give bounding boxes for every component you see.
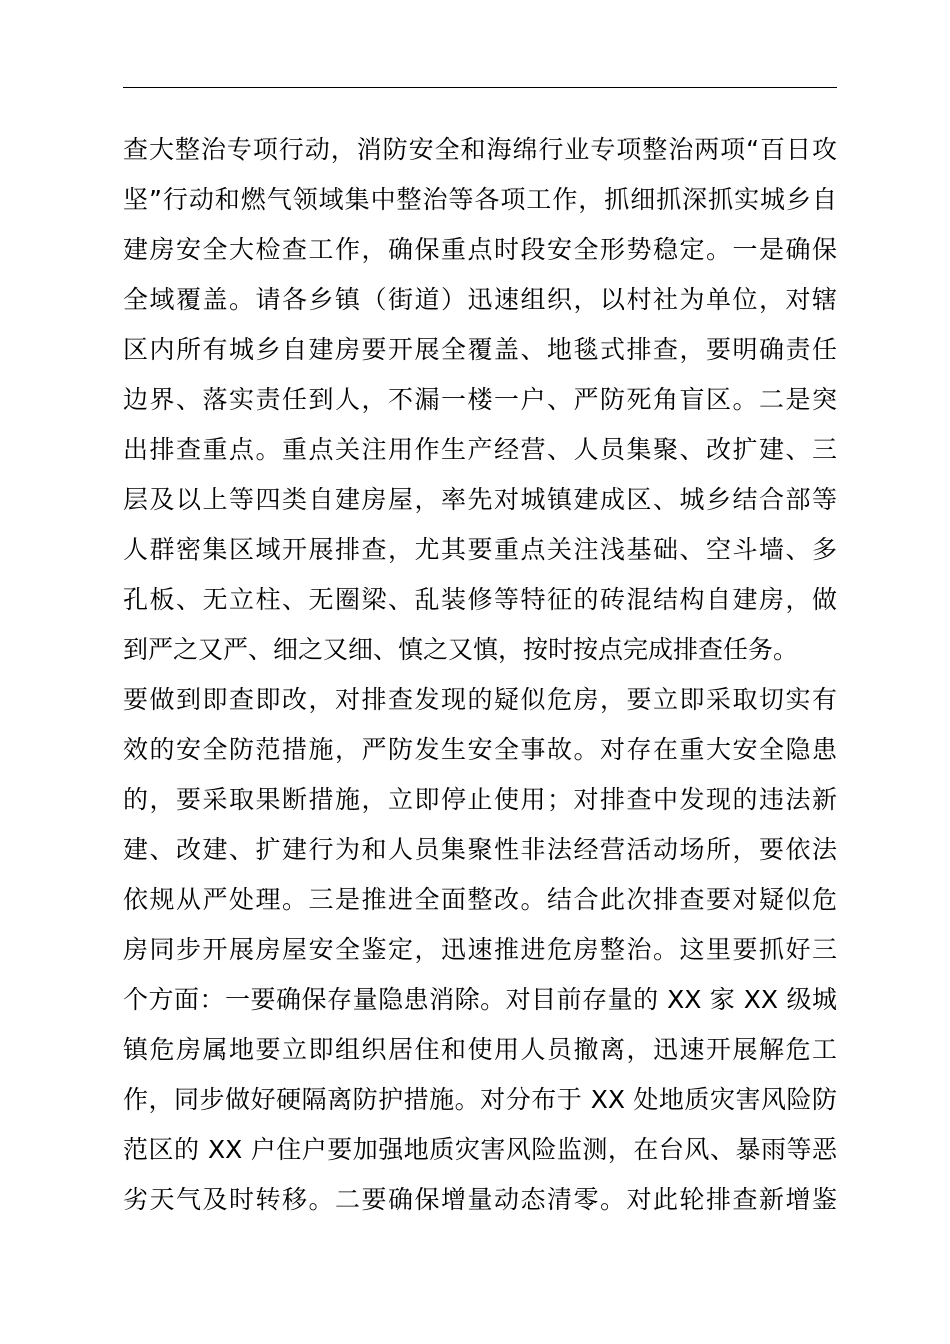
text-line: 坚”行动和燃气领域集中整治等各项工作，抓细抓深抓实城乡自 [123, 185, 837, 214]
body-text [123, 125, 837, 1225]
text-line: 区内所有城乡自建房要开展全覆盖、地毯式排查，要明确责任 [123, 335, 837, 364]
text-line: 房同步开展房屋安全鉴定，迅速推进危房整治。这里要抓好三 [123, 935, 837, 964]
text-line: 要做到即查即改，对排查发现的疑似危房，要立即采取切实有 [123, 685, 837, 714]
text-line: 查大整治专项行动，消防安全和海绵行业专项整治两项“百日攻 [123, 135, 837, 164]
text-line: 镇危房属地要立即组织居住和使用人员撤离，迅速开展解危工 [123, 1035, 837, 1064]
text-line: 到严之又严、细之又细、慎之又慎，按时按点完成排查任务。 [123, 635, 799, 664]
text-line: 人群密集区域开展排查，尤其要重点关注浅基础、空斗墙、多 [123, 535, 837, 564]
header-rule [123, 87, 837, 88]
text-line: 边界、落实责任到人，不漏一楼一户、严防死角盲区。二是突 [123, 385, 837, 414]
text-line: 全域覆盖。请各乡镇（街道）迅速组织，以村社为单位，对辖 [123, 285, 837, 314]
text-line: 出排查重点。重点关注用作生产经营、人员集聚、改扩建、三 [123, 435, 837, 464]
text-line: 的，要采取果断措施，立即停止使用；对排查中发现的违法新 [123, 785, 837, 814]
text-line: 建、改建、扩建行为和人员集聚性非法经营活动场所，要依法 [123, 835, 837, 864]
text-line: 个方面：一要确保存量隐患消除。对目前存量的 XX 家 XX 级城 [123, 985, 837, 1014]
text-line: 孔板、无立柱、无圈梁、乱装修等特征的砖混结构自建房，做 [123, 585, 837, 614]
text-line: 效的安全防范措施，严防发生安全事故。对存在重大安全隐患 [123, 735, 837, 764]
text-line: 作，同步做好硬隔离防护措施。对分布于 XX 处地质灾害风险防 [123, 1085, 837, 1114]
text-line: 层及以上等四类自建房屋，率先对城镇建成区、城乡结合部等 [123, 485, 837, 514]
text-line: 依规从严处理。三是推进全面整改。结合此次排查要对疑似危 [123, 885, 837, 914]
text-line: 范区的 XX 户住户要加强地质灾害风险监测，在台风、暴雨等恶 [123, 1135, 837, 1164]
text-line: 劣天气及时转移。二要确保增量动态清零。对此轮排查新增鉴 [123, 1185, 837, 1214]
text-line: 建房安全大检查工作，确保重点时段安全形势稳定。一是确保 [123, 235, 837, 264]
